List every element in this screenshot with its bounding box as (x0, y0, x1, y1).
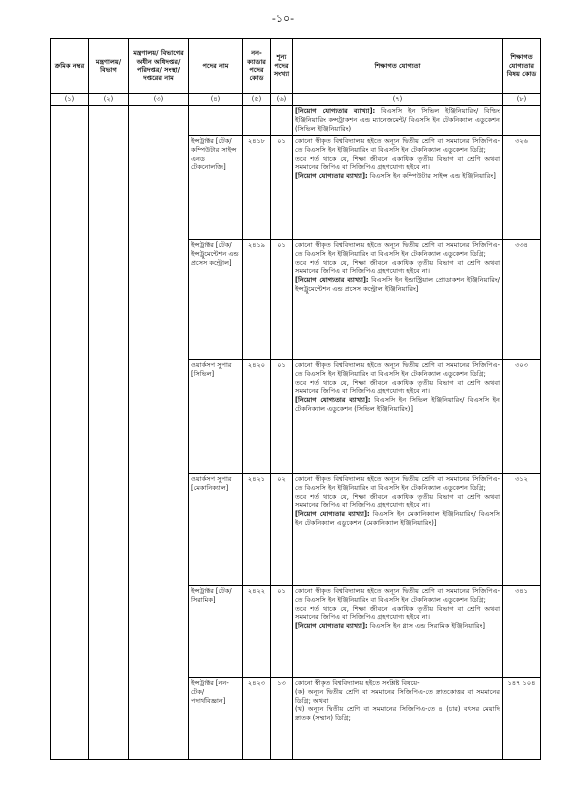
qualification-line: (খ) অন্যূন দ্বিতীয় শ্রেণি বা সমমানের সিজিপিএ-তে ৪ (চার) বৎসর মেয়াদি স্নাতক (সম্মান) ডিগ্রি; (295, 705, 500, 723)
qualification-cell (293, 135, 503, 239)
note-label: [নিয়োগ যোগ্যতার ব্যাখ্যা]: (295, 510, 370, 519)
col-number: (২) (89, 94, 129, 106)
serial-cell (51, 106, 89, 760)
subject-code-cell: ৩৪১ (503, 585, 541, 677)
col-number: (৩) (129, 94, 189, 106)
subject-code-cell: ৩০৩ (503, 359, 541, 473)
column-number-row (51, 94, 541, 106)
qualification-line: তবে শর্ত থাকে যে, শিক্ষা জীবনে একাধিক তৃতীয় বিভাগ বা শ্রেণি অথবা সমমানের জিপিএ বা সিজিপিএ গ্রহণযোগ্য হইবে না। (295, 604, 500, 622)
post-name-cell: ওয়ার্কসপ সুপার [মেকানিক্যাল] (189, 473, 243, 585)
post-name-cell: ওয়ার্কসপ সুপার [সিভিল] (189, 359, 243, 473)
qualification-line: কোনো স্বীকৃত বিশ্ববিদ্যালয় হইতে অন্যূন দ্বিতীয় শ্রেণি বা সমমানের সিজিপিএ-তে বিএসসি ইন ইঞ্জিনিয়ারিং বা বিএসসি ইন টেকনিক্যাল এডুকেশন ডিগ্রি; (295, 474, 500, 492)
subject-code-cell: ১৪৭ ১০৪ (503, 677, 541, 759)
post-code-cell: ২৪২৩ (243, 677, 271, 759)
note-label: [নিয়োগ যোগ্যতার ব্যাখ্যা]: (295, 396, 371, 405)
qualification-line: কোনো স্বীকৃত বিশ্ববিদ্যালয় হইতে অন্যূন দ্বিতীয় শ্রেণি বা সমমানের সিজিপিএ-তে বিএসসি ইন ইঞ্জিনিয়ারিং বা বিএসসি ইন টেকনিক্যাল এডুকেশন ডিগ্রি; (295, 240, 500, 258)
subject-code-cell: ৩১২ (503, 473, 541, 585)
subject-code-cell: ৩৩৪ (503, 239, 541, 359)
note-text: বিএসসি ইন কম্পিউটার সাইন্স এন্ড ইঞ্জিনিয়ারিং] (369, 172, 496, 181)
qualification-line: কোনো স্বীকৃত বিশ্ববিদ্যালয় হইতে সংশ্লিষ্ট বিষয়ে- (295, 678, 420, 687)
qualification-line: তবে শর্ত থাকে যে, শিক্ষা জীবনে একাধিক তৃতীয় বিভাগ বা শ্রেণি অথবা সমমানের জিপিএ বা সিজিপিএ গ্রহণযোগ্য হইবে না। (295, 258, 500, 276)
note-text: বিএসসি ইন মেকানিক্যাল ইঞ্জিনিয়ারিং/ বিএসসি ইন টেকনিক্যাল এডুকেশন (মেকানিক্যাল ইঞ্জিনিয়ারিং)] (295, 510, 500, 528)
header-post-name: পদের নাম (189, 39, 243, 94)
qualification-cell (293, 473, 503, 585)
header-row (51, 39, 541, 94)
qualification-line: কোনো স্বীকৃত বিশ্ববিদ্যালয় হইতে অন্যূন দ্বিতীয় শ্রেণি বা সমমানের সিজিপিএ-তে বিএসসি ইন ইঞ্জিনিয়ারিং বা বিএসসি ইন টেকনিক্যাল এডুকেশন ডিগ্রি; (295, 136, 500, 154)
header-post-code: নন- ক্যাডার পদের কোড (243, 39, 271, 94)
header-serial: ক্রমিক নম্বর (51, 39, 89, 94)
vacancy-cell (271, 106, 293, 136)
col-number: (৮) (503, 94, 541, 106)
qualification-line: তবে শর্ত থাকে যে, শিক্ষা জীবনে একাধিক তৃতীয় বিভাগ বা শ্রেণি অথবা সমমানের জিপিএ বা সিজিপিএ গ্রহণযোগ্য হইবে না। (295, 492, 500, 510)
post-code-cell: ২৪২১ (243, 473, 271, 585)
qualification-cell (293, 677, 503, 759)
post-code-cell: ২৪২২ (243, 585, 271, 677)
qualification-cell (293, 239, 503, 359)
qualification-cell (293, 359, 503, 473)
note-text: বিএসসি ইন ইন্ডাস্ট্রিয়াল প্রোডাকশন ইঞ্জিনিয়ারিং/ ইন্সট্রুমেন্টেশন এন্ড প্রসেস কন্ট্রোল ইঞ্জিনিয়ারিং] (295, 276, 500, 294)
col-number: (১) (51, 94, 89, 106)
header-qualification: শিক্ষাগত যোগ্যতা (293, 39, 503, 94)
header-subject-code: শিক্ষাগত যোগ্যতার বিষয় কোড (503, 39, 541, 94)
col-number: (৭) (293, 94, 503, 106)
note-label: [নিয়োগ যোগ্যতার ব্যাখ্যা]: (295, 622, 368, 631)
vacancy-cell: ০২ (271, 473, 293, 585)
qualification-cell (293, 106, 503, 136)
post-name-cell: ইন্সট্রাক্টর [টেক/ কম্পিউটার সাইন্স এনড টেকনোলজি] (189, 135, 243, 239)
note-text: বিএসসি ইন সিভিল ইঞ্জিনিয়ারিং/ বিএসসি ইন টেকনিক্যাল এডুকেশন (সিভিল ইঞ্জিনিয়ারিং)] (295, 396, 500, 414)
note-label: [নিয়োগ যোগ্যতার ব্যাখ্যা]: (295, 107, 376, 115)
qualification-table (50, 38, 541, 760)
col-number: (৫) (243, 94, 271, 106)
vacancy-cell: ১৩ (271, 677, 293, 759)
vacancy-cell: ০১ (271, 135, 293, 239)
vacancy-cell: ০১ (271, 585, 293, 677)
header-department: মন্ত্রণালয়/ বিভাগের অধীন অধিদপ্তর/ পরিদপ্তর/ সংস্থা/ দপ্তরের নাম (129, 39, 189, 94)
ministry-cell (89, 106, 129, 760)
post-code-cell (243, 106, 271, 136)
post-code-cell: ২৪১৯ (243, 239, 271, 359)
qualification-line: তবে শর্ত থাকে যে, শিক্ষা জীবনে একাধিক তৃতীয় বিভাগ বা শ্রেণি অথবা সমমানের জিপিএ বা সিজিপিএ গ্রহণযোগ্য হইবে না। (295, 378, 500, 396)
post-code-cell: ২৪১৮ (243, 135, 271, 239)
subject-code-cell (503, 106, 541, 136)
col-number: (৬) (271, 94, 293, 106)
vacancy-cell: ০১ (271, 359, 293, 473)
post-name-cell: ইন্সট্রাক্টর [নন-টেক/ পদার্থবিজ্ঞান] (189, 677, 243, 759)
post-name-cell: ইন্সট্রাক্টর [টেক/ সিরামিক] (189, 585, 243, 677)
note-text: বিএসসি ইন গ্লাস এন্ড সিরামিক ইঞ্জিনিয়ারিং] (369, 622, 485, 631)
qualification-line: তবে শর্ত থাকে যে, শিক্ষা জীবনে একাধিক তৃতীয় বিভাগ বা শ্রেণি অথবা সমমানের জিপিএ বা সিজিপিএ গ্রহণযোগ্য হইবে না। (295, 154, 500, 172)
note-label: [নিয়োগ যোগ্যতার ব্যাখ্যা]: (295, 172, 368, 181)
qualification-line: কোনো স্বীকৃত বিশ্ববিদ্যালয় হইতে অন্যূন দ্বিতীয় শ্রেণি বা সমমানের সিজিপিএ-তে বিএসসি ইন ইঞ্জিনিয়ারিং বা বিএসসি ইন টেকনিক্যাল এডুকেশন ডিগ্রি; (295, 586, 500, 604)
note-text: বিএসসি ইন সিভিল ইঞ্জিনিয়ারিং/ বিল্ডিং ইঞ্জিনিয়ারিং কন্সট্রাকশন এন্ড ম্যানেজমেন্ট/ বিএসসি ইন টেকনিক্যাল এডুকেশন (সিভিল ইঞ্জিনিয়ারিং) (295, 107, 500, 133)
subject-code-cell: ৩২৬ (503, 135, 541, 239)
qualification-cell (293, 585, 503, 677)
vacancy-cell: ০১ (271, 239, 293, 359)
department-cell (129, 106, 189, 760)
col-number: (৪) (189, 94, 243, 106)
qualification-line: কোনো স্বীকৃত বিশ্ববিদ্যালয় হইতে অন্যূন দ্বিতীয় শ্রেণি বা সমমানের সিজিপিএ-তে বিএসসি ইন ইঞ্জিনিয়ারিং বা বিএসসি ইন টেকনিক্যাল এডুকেশন ডিগ্রি; (295, 360, 500, 378)
continued-row (51, 106, 541, 136)
header-vacancy: শূন্য পদের সংখ্যা (271, 39, 293, 94)
post-code-cell: ২৪২০ (243, 359, 271, 473)
post-name-cell (189, 106, 243, 136)
qualification-line: (ক) অন্যূন দ্বিতীয় শ্রেণি বা সমমানের সিজিপিএ-তে স্নাতকোত্তর বা সমমানের ডিগ্রি; অথবা (295, 687, 500, 705)
header-ministry: মন্ত্রণালয়/ বিভাগ (89, 39, 129, 94)
post-name-cell: ইন্সট্রাক্টর [টেক/ ইন্সট্রুমেন্টেশন এন্ড প্রসেস কন্ট্রোল] (189, 239, 243, 359)
page-number: -১০- (271, 12, 295, 25)
note-label: [নিয়োগ যোগ্যতার ব্যাখ্যা]: (295, 276, 369, 285)
